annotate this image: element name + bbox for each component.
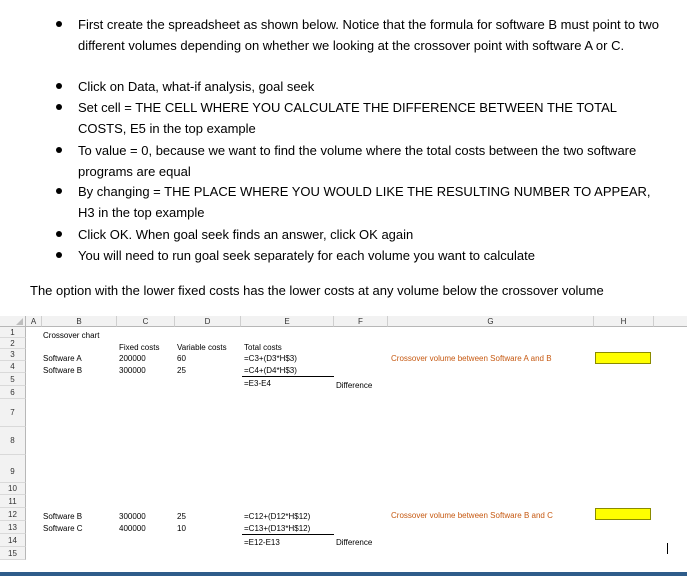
cell-c4[interactable]: 300000 xyxy=(119,366,146,375)
row-header-15[interactable]: 15 xyxy=(0,547,26,560)
row-header-2[interactable]: 2 xyxy=(0,338,26,349)
row-header-14[interactable]: 14 xyxy=(0,534,26,547)
cell-c13[interactable]: 400000 xyxy=(119,524,146,533)
row-header-8[interactable]: 8 xyxy=(0,427,26,455)
cell-b13[interactable]: Software C xyxy=(43,524,83,533)
bullet-icon xyxy=(56,104,62,110)
cell-b3[interactable]: Software A xyxy=(43,354,82,363)
column-header-b[interactable]: B xyxy=(42,316,117,327)
cell-h12-highlight[interactable] xyxy=(595,508,651,520)
cell-d4[interactable]: 25 xyxy=(177,366,186,375)
column-header-blank xyxy=(654,316,687,327)
cell-d3[interactable]: 60 xyxy=(177,354,186,363)
cell-h3-highlight[interactable] xyxy=(595,352,651,364)
bullet-icon xyxy=(56,252,62,258)
cell-e12[interactable]: =C12+(D12*H$12) xyxy=(244,512,311,521)
cell-b12[interactable]: Software B xyxy=(43,512,83,521)
column-header-c[interactable]: C xyxy=(117,316,175,327)
cell-e3[interactable]: =C3+(D3*H$3) xyxy=(244,354,297,363)
row-header-13[interactable]: 13 xyxy=(0,521,26,534)
row-header-10[interactable]: 10 xyxy=(0,483,26,495)
spreadsheet[interactable] xyxy=(0,316,687,570)
crossover-note: The option with the lower fixed costs has the lower costs at any volume below the crossover volume xyxy=(30,283,604,298)
cell-e4-border xyxy=(242,376,334,377)
row-header-6[interactable]: 6 xyxy=(0,386,26,399)
cell-c2[interactable]: Fixed costs xyxy=(119,343,160,352)
bullet-icon xyxy=(56,83,62,89)
bottom-bar xyxy=(0,572,687,576)
text-cursor xyxy=(667,543,668,554)
cell-e2[interactable]: Total costs xyxy=(244,343,282,352)
cell-e4[interactable]: =C4+(D4*H$3) xyxy=(244,366,297,375)
column-header-g[interactable]: G xyxy=(388,316,594,327)
column-header-h[interactable]: H xyxy=(594,316,654,327)
cell-e13-border xyxy=(242,534,334,535)
bullet-icon xyxy=(56,21,62,27)
row-header-4[interactable]: 4 xyxy=(0,361,26,373)
cell-g3[interactable]: Crossover volume between Software A and B xyxy=(391,354,552,363)
cell-b1[interactable]: Crossover chart xyxy=(43,331,100,340)
row-header-7[interactable]: 7 xyxy=(0,399,26,427)
column-header-a[interactable]: A xyxy=(26,316,42,327)
row-header-11[interactable]: 11 xyxy=(0,495,26,508)
bullet-icon xyxy=(56,147,62,153)
bullet-icon xyxy=(56,188,62,194)
column-header-f[interactable]: F xyxy=(334,316,388,327)
row-header-9[interactable]: 9 xyxy=(0,455,26,483)
row-header-1[interactable]: 1 xyxy=(0,327,26,338)
cell-d12[interactable]: 25 xyxy=(177,512,186,521)
triangle-icon xyxy=(16,318,23,325)
cell-d13[interactable]: 10 xyxy=(177,524,186,533)
row-header-3[interactable]: 3 xyxy=(0,349,26,361)
cell-d2[interactable]: Variable costs xyxy=(177,343,227,352)
cell-f14[interactable]: Difference xyxy=(336,538,373,547)
select-all-corner[interactable] xyxy=(0,316,26,327)
row-header-5[interactable]: 5 xyxy=(0,373,26,386)
row-header-12[interactable]: 12 xyxy=(0,508,26,521)
cell-c3[interactable]: 200000 xyxy=(119,354,146,363)
cell-e14[interactable]: =E12-E13 xyxy=(244,538,280,547)
cell-c12[interactable]: 300000 xyxy=(119,512,146,521)
cell-e13[interactable]: =C13+(D13*H$12) xyxy=(244,524,311,533)
cell-f5[interactable]: Difference xyxy=(336,381,373,390)
cell-b4[interactable]: Software B xyxy=(43,366,83,375)
column-header-d[interactable]: D xyxy=(175,316,241,327)
cell-g12[interactable]: Crossover volume between Software B and C xyxy=(391,511,553,520)
column-header-e[interactable]: E xyxy=(241,316,334,327)
cell-e5[interactable]: =E3-E4 xyxy=(244,379,271,388)
bullet-icon xyxy=(56,231,62,237)
